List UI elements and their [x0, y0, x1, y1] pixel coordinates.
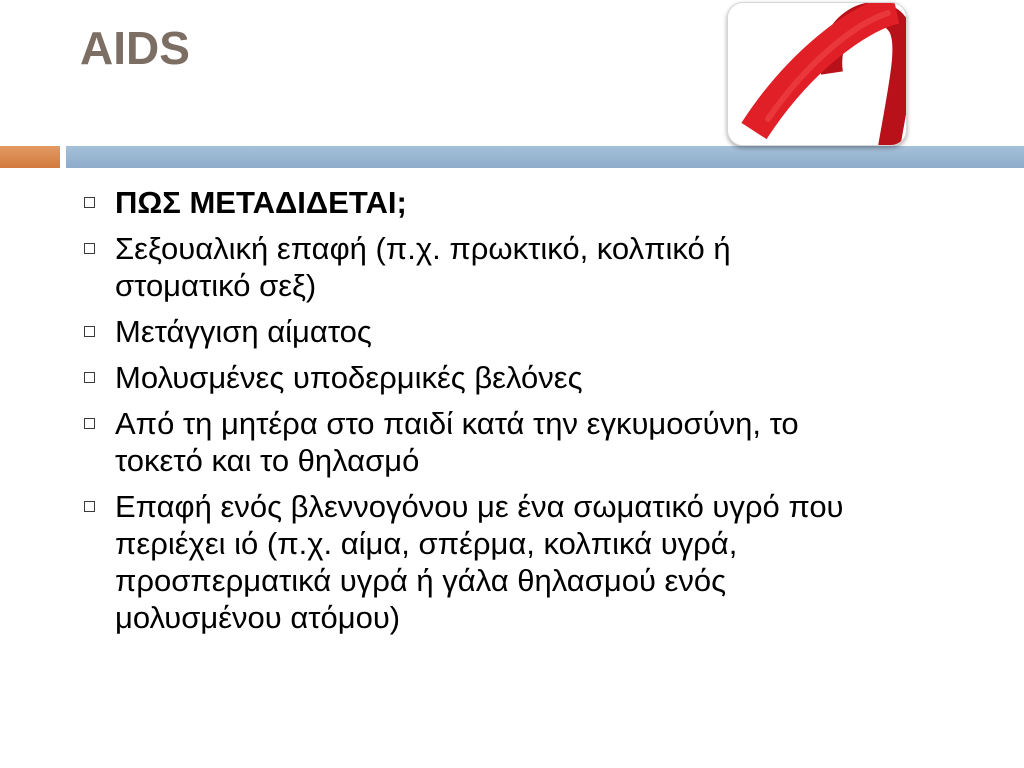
bullet-line: τοκετό και το θηλασμό [115, 443, 420, 478]
bullet-text [115, 488, 844, 636]
red-ribbon-icon [728, 3, 906, 145]
bullet-square-icon [84, 197, 95, 208]
bullet-square-icon [84, 501, 95, 512]
bullet-line: Μετάγγιση αίματος [115, 314, 372, 349]
bullet-line: μολυσμένου ατόμου) [115, 600, 401, 635]
bullet-line: Από τη μητέρα στο παιδί κατά την εγκυμοσύνη, το [115, 406, 799, 441]
bullet-line: Επαφή ενός βλεννογόνου με ένα σωματικό υγρό που [115, 489, 844, 524]
bullet-text [115, 313, 372, 350]
bullet-text [115, 230, 731, 304]
bullet-text [115, 359, 583, 396]
bullet-line: Σεξουαλική επαφή (π.χ. πρωκτικό, κολπικό ή [115, 231, 731, 266]
bullet-line: προσπερματικά υγρά ή γάλα θηλασμού ενός [115, 563, 727, 598]
bullet-square-icon [84, 372, 95, 383]
bullet-item [84, 488, 1014, 636]
bullet-line: Μολυσμένες υποδερμικές βελόνες [115, 360, 583, 395]
bullet-list [84, 184, 1014, 645]
bullet-square-icon [84, 326, 95, 337]
accent-bar-blue [66, 146, 1024, 168]
ribbon-image [727, 2, 907, 146]
bullet-item [84, 359, 1014, 396]
bullet-item [84, 313, 1014, 350]
bullet-text [115, 405, 799, 479]
accent-bar-orange [0, 146, 60, 168]
bullet-line: στοματικό σεξ) [115, 268, 317, 303]
bullet-line: ΠΩΣ ΜΕΤΑΔΙΔΕΤΑΙ; [115, 185, 407, 220]
bullet-square-icon [84, 418, 95, 429]
bullet-item [84, 184, 1014, 221]
slide-title: AIDS [80, 22, 190, 74]
bullet-text [115, 184, 407, 221]
bullet-square-icon [84, 243, 95, 254]
bullet-item [84, 230, 1014, 304]
bullet-item [84, 405, 1014, 479]
bullet-line: περιέχει ιό (π.χ. αίμα, σπέρμα, κολπικά υγρά, [115, 526, 738, 561]
